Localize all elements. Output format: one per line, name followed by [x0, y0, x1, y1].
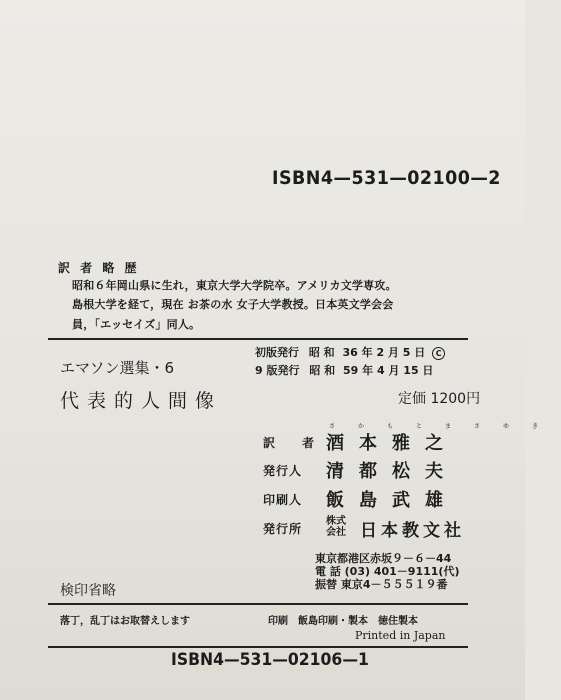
- publishing-house-name: 日本教文社: [360, 521, 465, 541]
- ninth-edition-row: [255, 362, 433, 378]
- divider-rule: [48, 646, 468, 648]
- printer-role: 印刷人: [263, 493, 303, 507]
- kaisha-line: 株式: [326, 516, 346, 527]
- rakucho-notice: 落丁，乱丁はお取替えします: [60, 616, 190, 627]
- kenin-shoryaku: 検印省略: [60, 583, 116, 599]
- printing-binding: 印刷 飯島印刷・製本 徳住製本: [268, 616, 418, 627]
- first-edition-row: [255, 344, 445, 360]
- translator-bio-line: 島根大学を経て，現在 お茶の水 女子大学教授。日本英文学会会: [72, 298, 394, 311]
- publisher-address: 東京都港区赤坂９－６－44: [315, 552, 452, 565]
- kaisha-line: 会社: [326, 527, 346, 538]
- divider-rule: [48, 338, 468, 340]
- kabushiki-kaisha-mark: [326, 516, 346, 538]
- ruby-text: まさ: [445, 423, 504, 430]
- first-edition-date: 36 年 2 月 5 日: [342, 346, 426, 359]
- publisher-transfer-account: 振替 東京4－５５５１９番: [315, 578, 448, 591]
- price: 定価 1200円: [398, 391, 481, 407]
- ninth-edition-date: 59 年 4 月 15 日: [343, 364, 434, 377]
- series-name: エマソン選集・6: [60, 359, 175, 377]
- publisher-phone: 電 話 (03) 401－9111(代): [315, 565, 460, 578]
- isbn-bottom: ISBN4—531—02106—1: [171, 650, 369, 670]
- divider-rule: [48, 603, 468, 605]
- publishing-house-role: 発行所: [263, 522, 303, 536]
- translator-bio-line: 員，「エッセイズ」同人。: [72, 318, 201, 331]
- ruby-text: さか: [329, 423, 388, 430]
- ruby-text: ゆき: [503, 423, 561, 430]
- book-title: 代表的人間像: [60, 390, 223, 412]
- first-edition-label: 初版発行: [255, 346, 299, 359]
- printed-in-japan: Printed in Japan: [355, 629, 446, 642]
- translator-bio-line: 昭和６年岡山県に生れ，東京大学大学院卒。アメリカ文学専攻。: [72, 279, 397, 292]
- ninth-edition-label: 9 版発行: [255, 364, 300, 377]
- translator-role: 訳 者: [263, 436, 316, 450]
- printer-name: 飯島武雄: [326, 490, 458, 511]
- publisher-person-name: 清都松夫: [326, 461, 458, 482]
- publisher-person-role: 発行人: [263, 464, 303, 478]
- copyright-icon: C: [432, 347, 445, 360]
- first-edition-era: 昭 和: [308, 346, 335, 359]
- ninth-edition-era: 昭 和: [309, 364, 336, 377]
- translator-bio-heading: 訳 者 略 歴: [58, 261, 140, 275]
- ruby-text: もと: [387, 423, 446, 430]
- translator-name: 酒本雅之: [326, 433, 458, 454]
- isbn-top: ISBN4—531—02100—2: [272, 167, 501, 189]
